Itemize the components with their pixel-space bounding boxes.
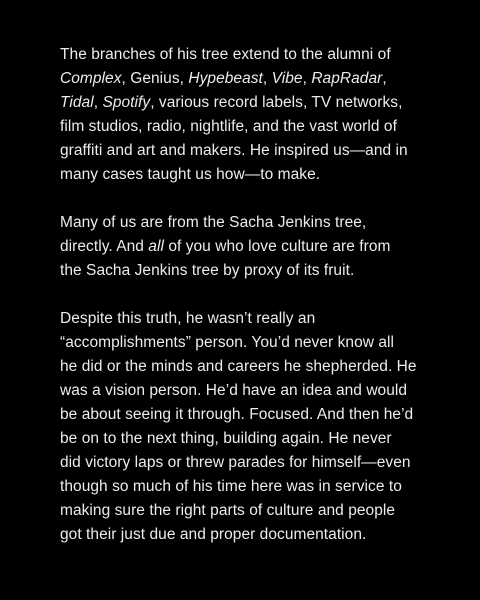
text-segment: , <box>262 70 272 87</box>
text-line <box>60 475 440 499</box>
text-segment: film studios, radio, nightlife, and the vast world of <box>60 118 397 135</box>
text-line <box>60 43 440 67</box>
text-segment: , <box>93 94 103 111</box>
italic-text: RapRadar <box>311 70 383 87</box>
text-segment: making sure the right parts of culture and people <box>60 502 396 519</box>
text-line <box>60 331 440 355</box>
paragraph <box>60 211 440 283</box>
text-line <box>60 211 440 235</box>
text-segment: the Sacha Jenkins tree by proxy of its fruit. <box>60 262 355 279</box>
italic-text: Vibe <box>271 70 303 87</box>
text-segment: , Genius, <box>121 70 189 87</box>
text-segment: , various record labels, TV networks, <box>150 94 403 111</box>
paragraph <box>60 307 440 547</box>
text-segment: of you who love culture are from <box>163 238 391 255</box>
text-line <box>60 163 440 187</box>
text-line <box>60 379 440 403</box>
text-segment: The branches of his tree extend to the alumni of <box>60 46 391 63</box>
text-segment: did victory laps or threw parades for himself—even <box>60 454 411 471</box>
text-segment: many cases taught us how—to make. <box>60 166 321 183</box>
text-segment: be on to the next thing, building again. He never <box>60 430 392 447</box>
italic-text: Spotify <box>102 94 151 111</box>
text-line <box>60 139 440 163</box>
text-line <box>60 499 440 523</box>
text-line <box>60 427 440 451</box>
text-segment: Many of us are from the Sacha Jenkins tree, <box>60 214 367 231</box>
text-segment: graffiti and art and makers. He inspired us—and in <box>60 142 408 159</box>
text-line <box>60 67 440 91</box>
text-line <box>60 91 440 115</box>
text-segment: Despite this truth, he wasn’t really an <box>60 310 316 327</box>
italic-text: Hypebeast <box>188 70 263 87</box>
text-segment: though so much of his time here was in service to <box>60 478 402 495</box>
text-segment: was a vision person. He’d have an idea and would <box>60 382 408 399</box>
text-line <box>60 115 440 139</box>
text-line <box>60 355 440 379</box>
text-segment: , <box>302 70 312 87</box>
paragraph <box>60 43 440 187</box>
text-segment: he did or the minds and careers he shepherded. He <box>60 358 417 375</box>
text-line <box>60 259 440 283</box>
text-segment: got their just due and proper documentation. <box>60 526 367 543</box>
text-segment: be about seeing it through. Focused. And then he’d <box>60 406 414 423</box>
text-segment: , <box>382 70 387 87</box>
text-segment: “accomplishments” person. You’d never know all <box>60 334 394 351</box>
text-line <box>60 307 440 331</box>
text-segment: directly. And <box>60 238 149 255</box>
text-line <box>60 451 440 475</box>
text-block <box>60 43 440 571</box>
text-line <box>60 523 440 547</box>
italic-text: Complex <box>60 70 122 87</box>
italic-text: all <box>148 238 164 255</box>
text-line <box>60 235 440 259</box>
italic-text: Tidal <box>60 94 94 111</box>
text-line <box>60 403 440 427</box>
